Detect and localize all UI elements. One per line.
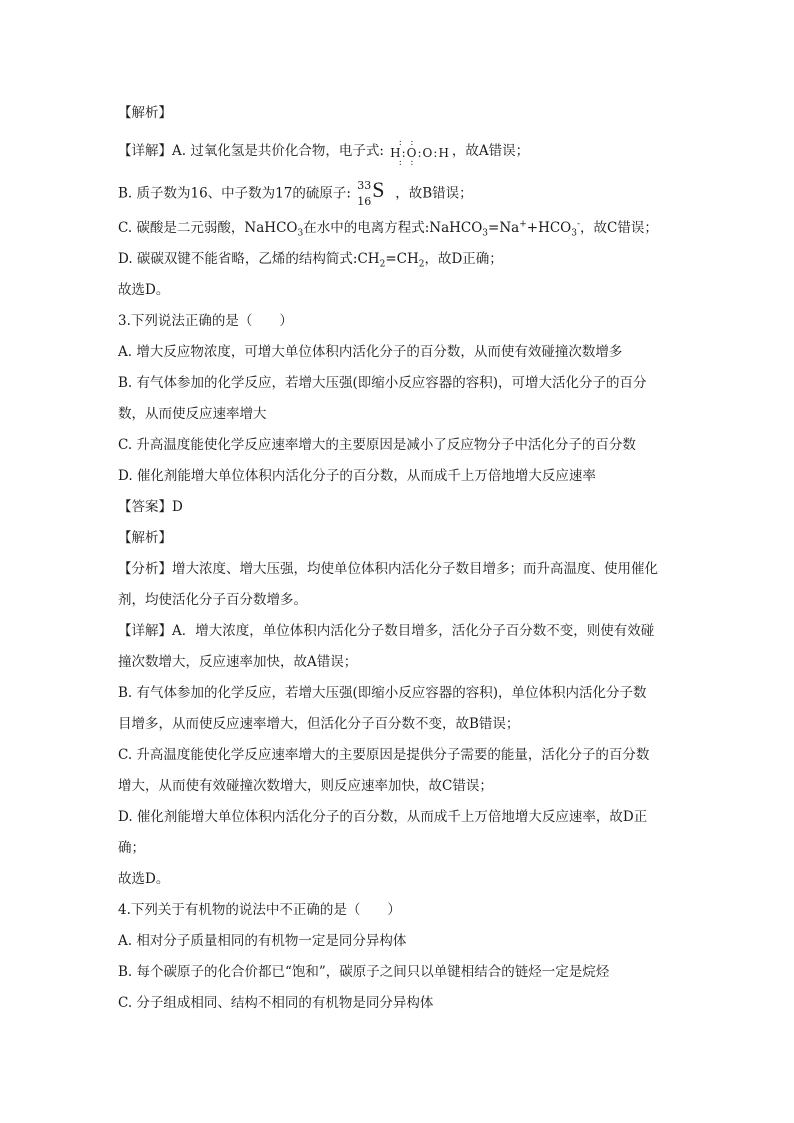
- lone-pair-dots-bottom: : :: [390, 157, 414, 168]
- question-4-option-b: B. 每个碳原子的化合价都已“饱和”，碳原子之间只以单键相结合的链烃一定是烷烃: [118, 964, 610, 980]
- question-3-option-b: B. 有气体参加的化学反应，若增大压强(即缩小反应容器的容积)，可增大活化分子的百分: [118, 375, 647, 391]
- detail-2-line-b: B. 有气体参加的化学反应，若增大压强(即缩小反应容器的容积)，单位体积内活化分子数: [118, 685, 647, 701]
- lone-pair-dots-top: : :: [390, 137, 414, 148]
- question-4-stem: 4.下列关于有机物的说法中不正确的是（ ）: [118, 902, 401, 918]
- detail-line-d: D. 碳碳双键不能省略，乙烯的结构简式$:CH_2=CH_2$，故D正确；: [118, 251, 503, 270]
- detail-line-b: B. 质子数为16、中子数为17的硫原子: 33 16 S ，故B错误；: [118, 177, 473, 208]
- h2o2-electron-formula: : : H:O:O:H : :: [390, 143, 450, 161]
- detail-2-line-a-cont: 撞次数增大，反应速率加快，故A错误；: [118, 654, 358, 670]
- conclusion-line-2: 故选D。: [118, 871, 170, 887]
- question-3-option-d: D. 催化剂能增大单位体积内活化分子的百分数，从而成千上万倍地增大反应速率: [118, 468, 596, 484]
- detail-2-line-d-cont: 确；: [118, 840, 145, 856]
- detail-2-line-c-cont: 增大，从而使有效碰撞次数增大，则反应速率加快，故C错误；: [118, 778, 493, 794]
- sulfur-nuclide-symbol: 33 16 S: [357, 177, 385, 208]
- question-3-option-b-cont: 数，从而使反应速率增大: [118, 406, 267, 422]
- detail-2-line-a: 【详解】A．增大浓度，单位体积内活化分子数目增多，活化分子百分数不变，则使有效碰: [118, 623, 655, 639]
- section-heading-analysis-2: 【解析】: [118, 530, 172, 546]
- detail-line-a: 【详解】A. 过氧化氢是共价化合物，电子式: : : H:O:O:H : : ，故A错误；: [118, 142, 529, 161]
- question-3-option-a: A. 增大反应物浓度，可增大单位体积内活化分子的百分数，从而使有效碰撞次数增多: [118, 344, 623, 360]
- detail-2-line-c: C. 升高温度能使化学反应速率增大的主要原因是提供分子需要的能量，活化分子的百分数: [118, 747, 650, 763]
- detail-2-line-d: D. 催化剂能增大单位体积内活化分子的百分数，从而成千上万倍地增大反应速率，故D正: [118, 809, 648, 825]
- question-3-option-c: C. 升高温度能使化学反应速率增大的主要原因是减小了反应物分子中活化分子的百分数: [118, 437, 636, 453]
- section-heading-analysis: 【解析】: [118, 105, 172, 121]
- detail-2-line-b-cont: 目增多，从而使反应速率增大，但活化分子百分数不变，故B错误；: [118, 716, 520, 732]
- analysis-line-1: 【分析】增大浓度、增大压强，均使单位体积内活化分子数目增多；而升高温度、使用催化: [118, 561, 658, 577]
- answer-line: 【答案】D: [118, 499, 183, 515]
- question-4-option-c: C. 分子组成相同、结构不相同的有机物是同分异构体: [118, 995, 434, 1011]
- detail-line-c: C. 碳酸是二元弱酸，NaHCO$_3$在水中的电离方程式$:NaHCO_3=Na^++HCO_3^-$，故C错误；: [118, 219, 658, 239]
- question-3-stem: 3.下列说法正确的是（ ）: [118, 313, 293, 329]
- analysis-line-2: 剂，均使活化分子百分数增多。: [118, 592, 307, 608]
- question-4-option-a: A. 相对分子质量相同的有机物一定是同分异构体: [118, 933, 407, 949]
- conclusion-line: 故选D。: [118, 282, 170, 298]
